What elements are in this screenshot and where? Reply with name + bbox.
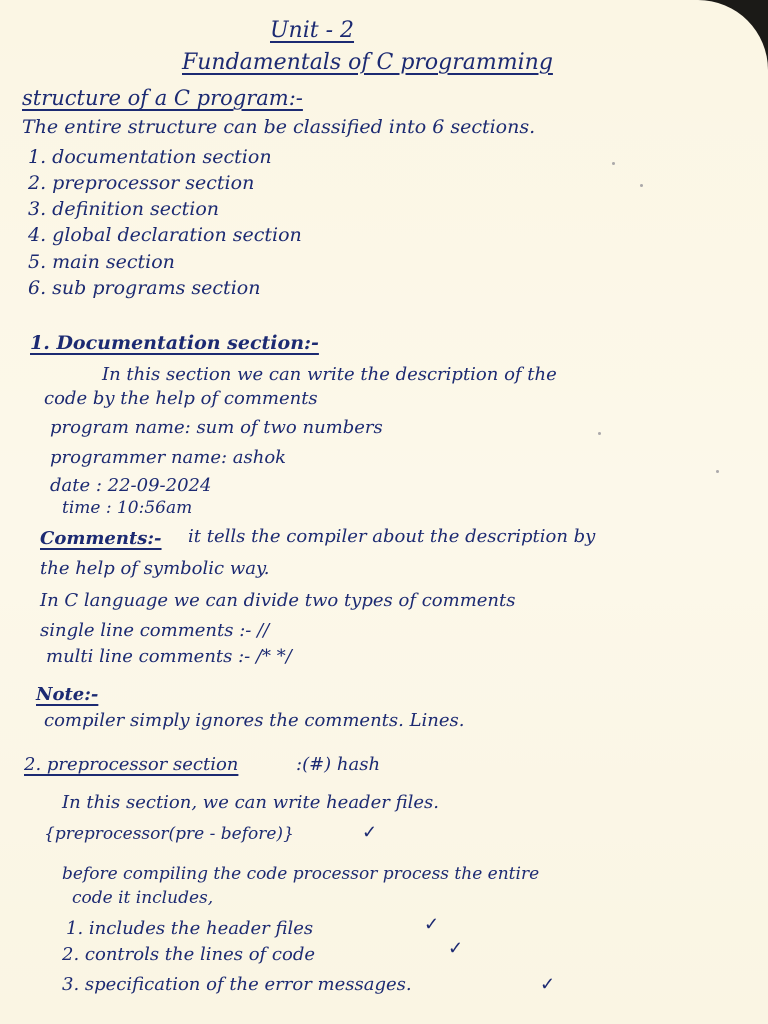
preprocessor-line4: code it includes, <box>72 888 214 908</box>
preprocessor-item: 3. specification of the error messages. <box>62 974 412 995</box>
preprocessor-item: 1. includes the header files <box>66 918 314 939</box>
note-label: Note:- <box>36 684 99 705</box>
example-line: date : 22-09-2024 <box>50 475 212 496</box>
preprocessor-line3: before compiling the code processor process the entire <box>62 864 540 884</box>
unit-title: Unit - 2 <box>270 18 355 43</box>
preprocessor-item: 2. controls the lines of code <box>62 944 316 965</box>
paper-speck <box>716 470 719 473</box>
check-mark-icon: ✓ <box>540 974 556 995</box>
page-title: Fundamentals of C programming <box>182 50 553 75</box>
example-line: time : 10:56am <box>62 498 193 518</box>
structure-item: 1. documentation section <box>28 146 272 168</box>
check-mark-icon: ✓ <box>424 914 440 935</box>
comments-label: Comments:- <box>40 528 162 549</box>
structure-item: 3. definition section <box>28 198 220 220</box>
multi-line-comments: multi line comments :- /* */ <box>46 646 292 667</box>
comments-text2: the help of symbolic way. <box>40 558 270 579</box>
structure-item: 4. global declaration section <box>28 224 302 246</box>
paper-speck <box>598 432 601 435</box>
check-mark-icon: ✓ <box>362 822 378 843</box>
note-text: compiler simply ignores the comments. Lines. <box>44 710 465 731</box>
documentation-line2: code by the help of comments <box>44 388 318 409</box>
comments-text1: it tells the compiler about the description by <box>188 526 596 547</box>
check-mark-icon: ✓ <box>448 938 464 959</box>
example-line: programmer name: ashok <box>50 447 287 468</box>
preprocessor-heading: 2. preprocessor section <box>24 754 239 775</box>
preprocessor-line1: In this section, we can write header files. <box>62 792 439 813</box>
structure-intro: The entire structure can be classified into 6 sections. <box>22 116 536 138</box>
paper-speck <box>640 184 643 187</box>
structure-item: 6. sub programs section <box>28 277 261 299</box>
comments-types: In C language we can divide two types of comments <box>40 590 516 611</box>
preprocessor-line2: {preprocessor(pre - before)} <box>44 824 294 844</box>
paper-speck <box>612 162 615 165</box>
structure-heading: structure of a C program:- <box>22 86 303 110</box>
single-line-comments: single line comments :- // <box>40 620 270 641</box>
structure-item: 5. main section <box>28 251 175 273</box>
preprocessor-heading-suffix: :(#) hash <box>296 754 381 775</box>
structure-item: 2. preprocessor section <box>28 172 255 194</box>
documentation-line1: In this section we can write the description of the <box>102 364 557 385</box>
example-line: program name: sum of two numbers <box>50 417 383 438</box>
documentation-heading: 1. Documentation section:- <box>30 332 319 354</box>
